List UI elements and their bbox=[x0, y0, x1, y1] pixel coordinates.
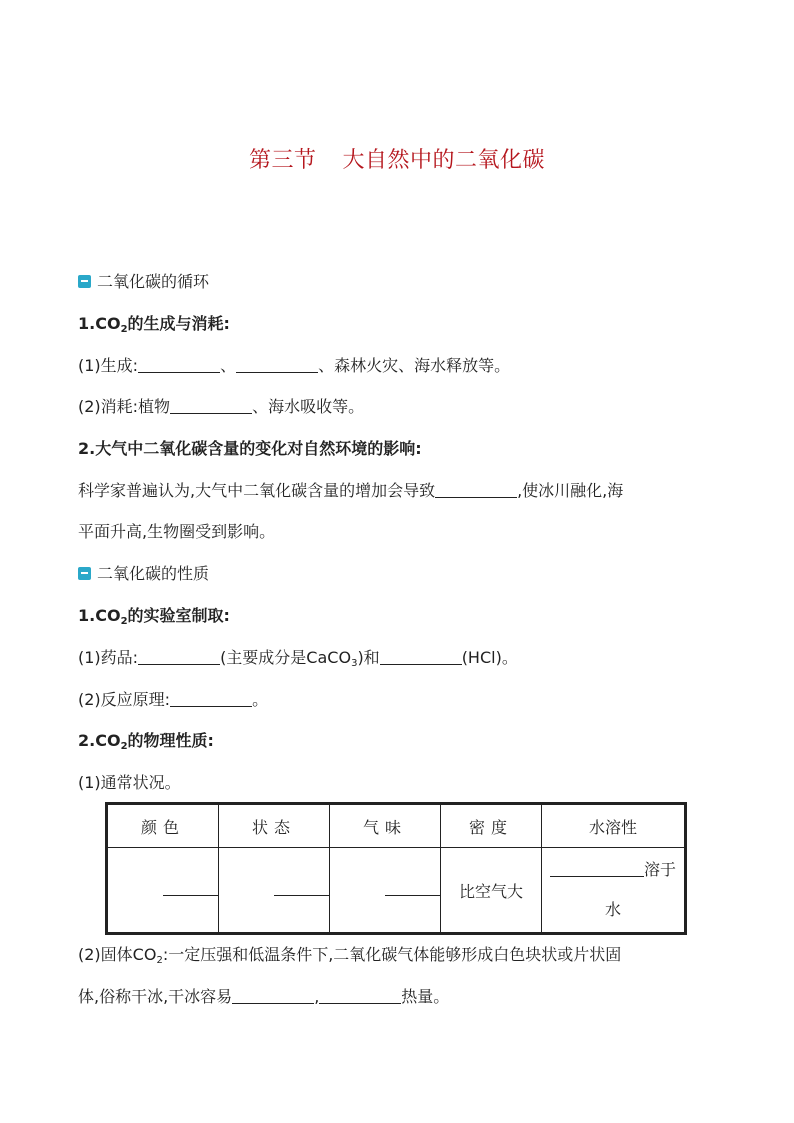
s1-q2: 2.大气中二氧化碳含量的变化对自然环境的影响: bbox=[78, 439, 422, 458]
s1-q2-body-line2: 平面升高,生物圈受到影响。 bbox=[78, 522, 276, 541]
s2-q2: $2.CO_2$的物理性质: bbox=[78, 731, 214, 752]
s1-q1-2: (2)消耗:植物 、海水吸收等。 bbox=[78, 397, 365, 416]
fill-blank[interactable] bbox=[385, 895, 440, 896]
section-title: 大自然中的二氧化碳 bbox=[342, 148, 546, 173]
cell-color bbox=[107, 848, 219, 934]
s1-q2-body: 科学家普遍认为,大气中二氧化碳含量的增加会导致 ,使冰川融化,海 bbox=[78, 481, 624, 500]
header-odor: 气味 bbox=[330, 804, 441, 848]
section-marker-icon bbox=[78, 567, 91, 580]
s2-q2-2-line2: 体,俗称干冰,干冰容易 , 热量。 bbox=[78, 987, 450, 1006]
fill-blank[interactable] bbox=[163, 895, 218, 896]
cell-density: 比空气大 bbox=[441, 848, 542, 934]
s2-q2-2: (2)固体$CO_2$:一定压强和低温条件下,二氧化碳气体能够形成白色块状或片状固 bbox=[78, 945, 622, 966]
section2-heading: 二氧化碳的性质 bbox=[78, 563, 209, 585]
table-header-row bbox=[107, 804, 686, 848]
fill-blank[interactable] bbox=[319, 987, 401, 1004]
s2-q1: $1.CO_2$的实验室制取: bbox=[78, 606, 230, 627]
fill-blank[interactable] bbox=[170, 397, 252, 414]
header-solubility: 水溶性 bbox=[542, 804, 686, 848]
fill-blank[interactable] bbox=[236, 356, 318, 373]
table-row bbox=[107, 848, 686, 934]
s2-q1-1: (1)药品: (主要成分是CaCO$_3$)和 (HCl)。 bbox=[78, 648, 518, 669]
section-number: 第三节 bbox=[248, 148, 317, 173]
s1-q1: $1.CO_2$的生成与消耗: bbox=[78, 314, 230, 335]
section1-heading: 二氧化碳的循环 bbox=[78, 271, 209, 293]
cell-solubility: 溶于 水 bbox=[542, 848, 686, 934]
cell-odor bbox=[330, 848, 441, 934]
fill-blank[interactable] bbox=[274, 895, 329, 896]
header-color: 颜色 bbox=[107, 804, 219, 848]
fill-blank[interactable] bbox=[138, 648, 220, 665]
s1-q1-1: (1)生成: 、 、森林火灾、海水释放等。 bbox=[78, 356, 511, 375]
cell-state bbox=[219, 848, 330, 934]
section-marker-icon bbox=[78, 275, 91, 288]
header-density: 密度 bbox=[441, 804, 542, 848]
fill-blank[interactable] bbox=[435, 481, 517, 498]
fill-blank[interactable] bbox=[232, 987, 314, 1004]
fill-blank[interactable] bbox=[170, 690, 252, 707]
s2-q1-2: (2)反应原理: 。 bbox=[78, 690, 269, 709]
fill-blank[interactable] bbox=[138, 356, 220, 373]
s2-q2-1: (1)通常状况。 bbox=[78, 773, 181, 792]
page-title bbox=[0, 143, 794, 174]
header-state: 状态 bbox=[219, 804, 330, 848]
fill-blank[interactable] bbox=[550, 860, 644, 877]
properties-table bbox=[105, 802, 687, 935]
fill-blank[interactable] bbox=[380, 648, 462, 665]
